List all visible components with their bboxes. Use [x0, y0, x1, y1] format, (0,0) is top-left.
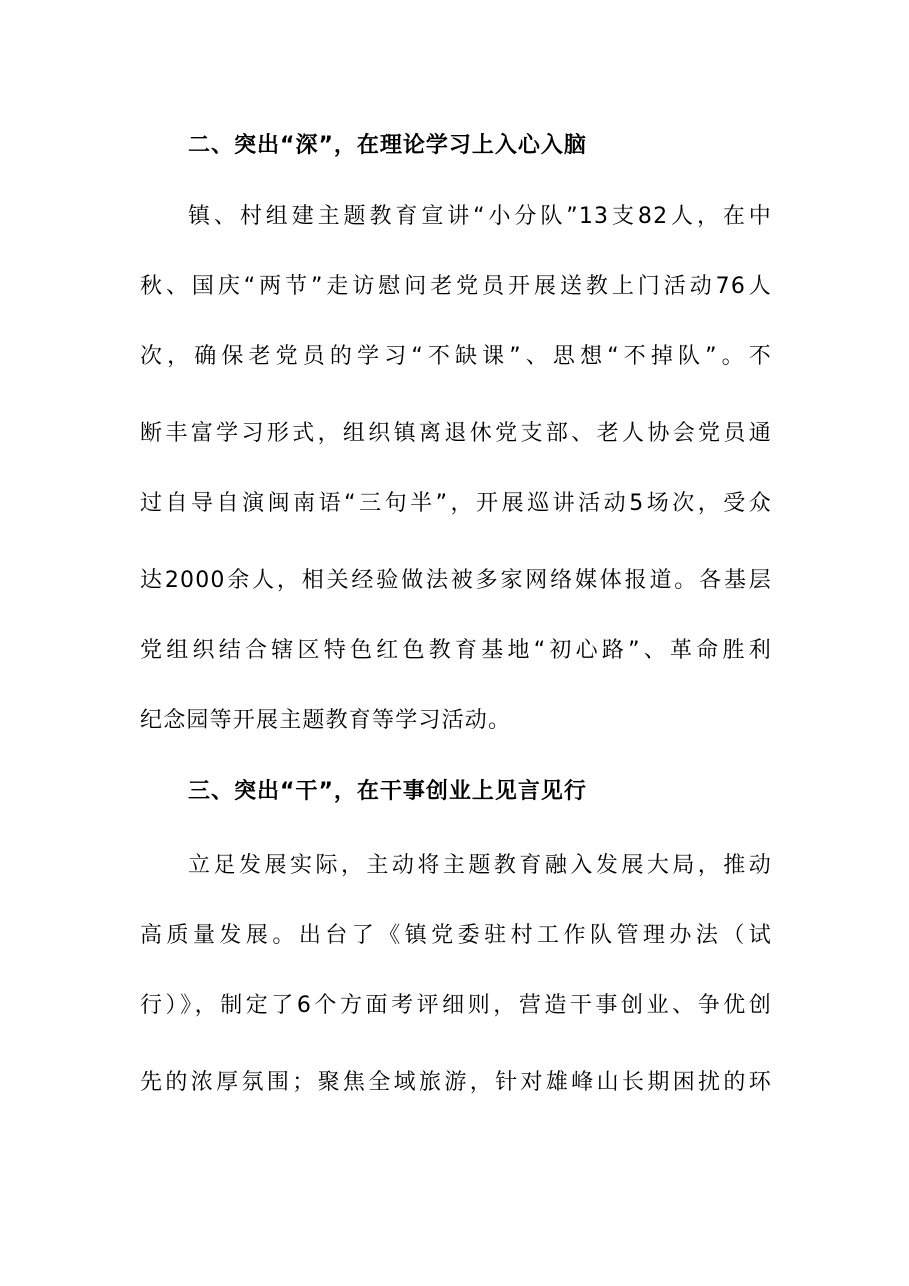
paragraph-line: 立足发展实际，主动将主题教育融入发展大局，推动 [188, 853, 772, 878]
section-heading-3: 三、突出“干”，在干事创业上见言见行 [188, 779, 587, 804]
paragraph-line: 先的浓厚氛围；聚焦全域旅游，针对雄峰山长期困扰的环 [140, 1070, 772, 1095]
paragraph-line: 秋、国庆“两节”走访慰问老党员开展送教上门活动76人 [140, 274, 772, 299]
paragraph-line: 达2000余人，相关经验做法被多家网络媒体报道。各基层 [140, 568, 772, 593]
paragraph-line: 行）》，制定了6个方面考评细则，营造干事创业、争优创 [140, 993, 772, 1018]
paragraph-line: 断丰富学习形式，组织镇离退休党支部、老人协会党员通 [140, 421, 772, 446]
paragraph-line: 高质量发展。出台了《镇党委驻村工作队管理办法（试 [140, 923, 772, 948]
paragraph-line: 纪念园等开展主题教育等学习活动。 [140, 708, 512, 733]
paragraph-line: 次，确保老党员的学习“不缺课”、思想“不掉队”。不 [140, 344, 772, 369]
paragraph-line: 过自导自演闽南语“三句半”，开展巡讲活动5场次，受众 [140, 491, 772, 516]
paragraph-line: 镇、村组建主题教育宣讲“小分队”13支82人，在中 [188, 204, 772, 229]
section-heading-2: 二、突出“深”，在理论学习上入心入脑 [188, 133, 587, 158]
paragraph-line: 党组织结合辖区特色红色教育基地“初心路”、革命胜利 [140, 638, 772, 663]
